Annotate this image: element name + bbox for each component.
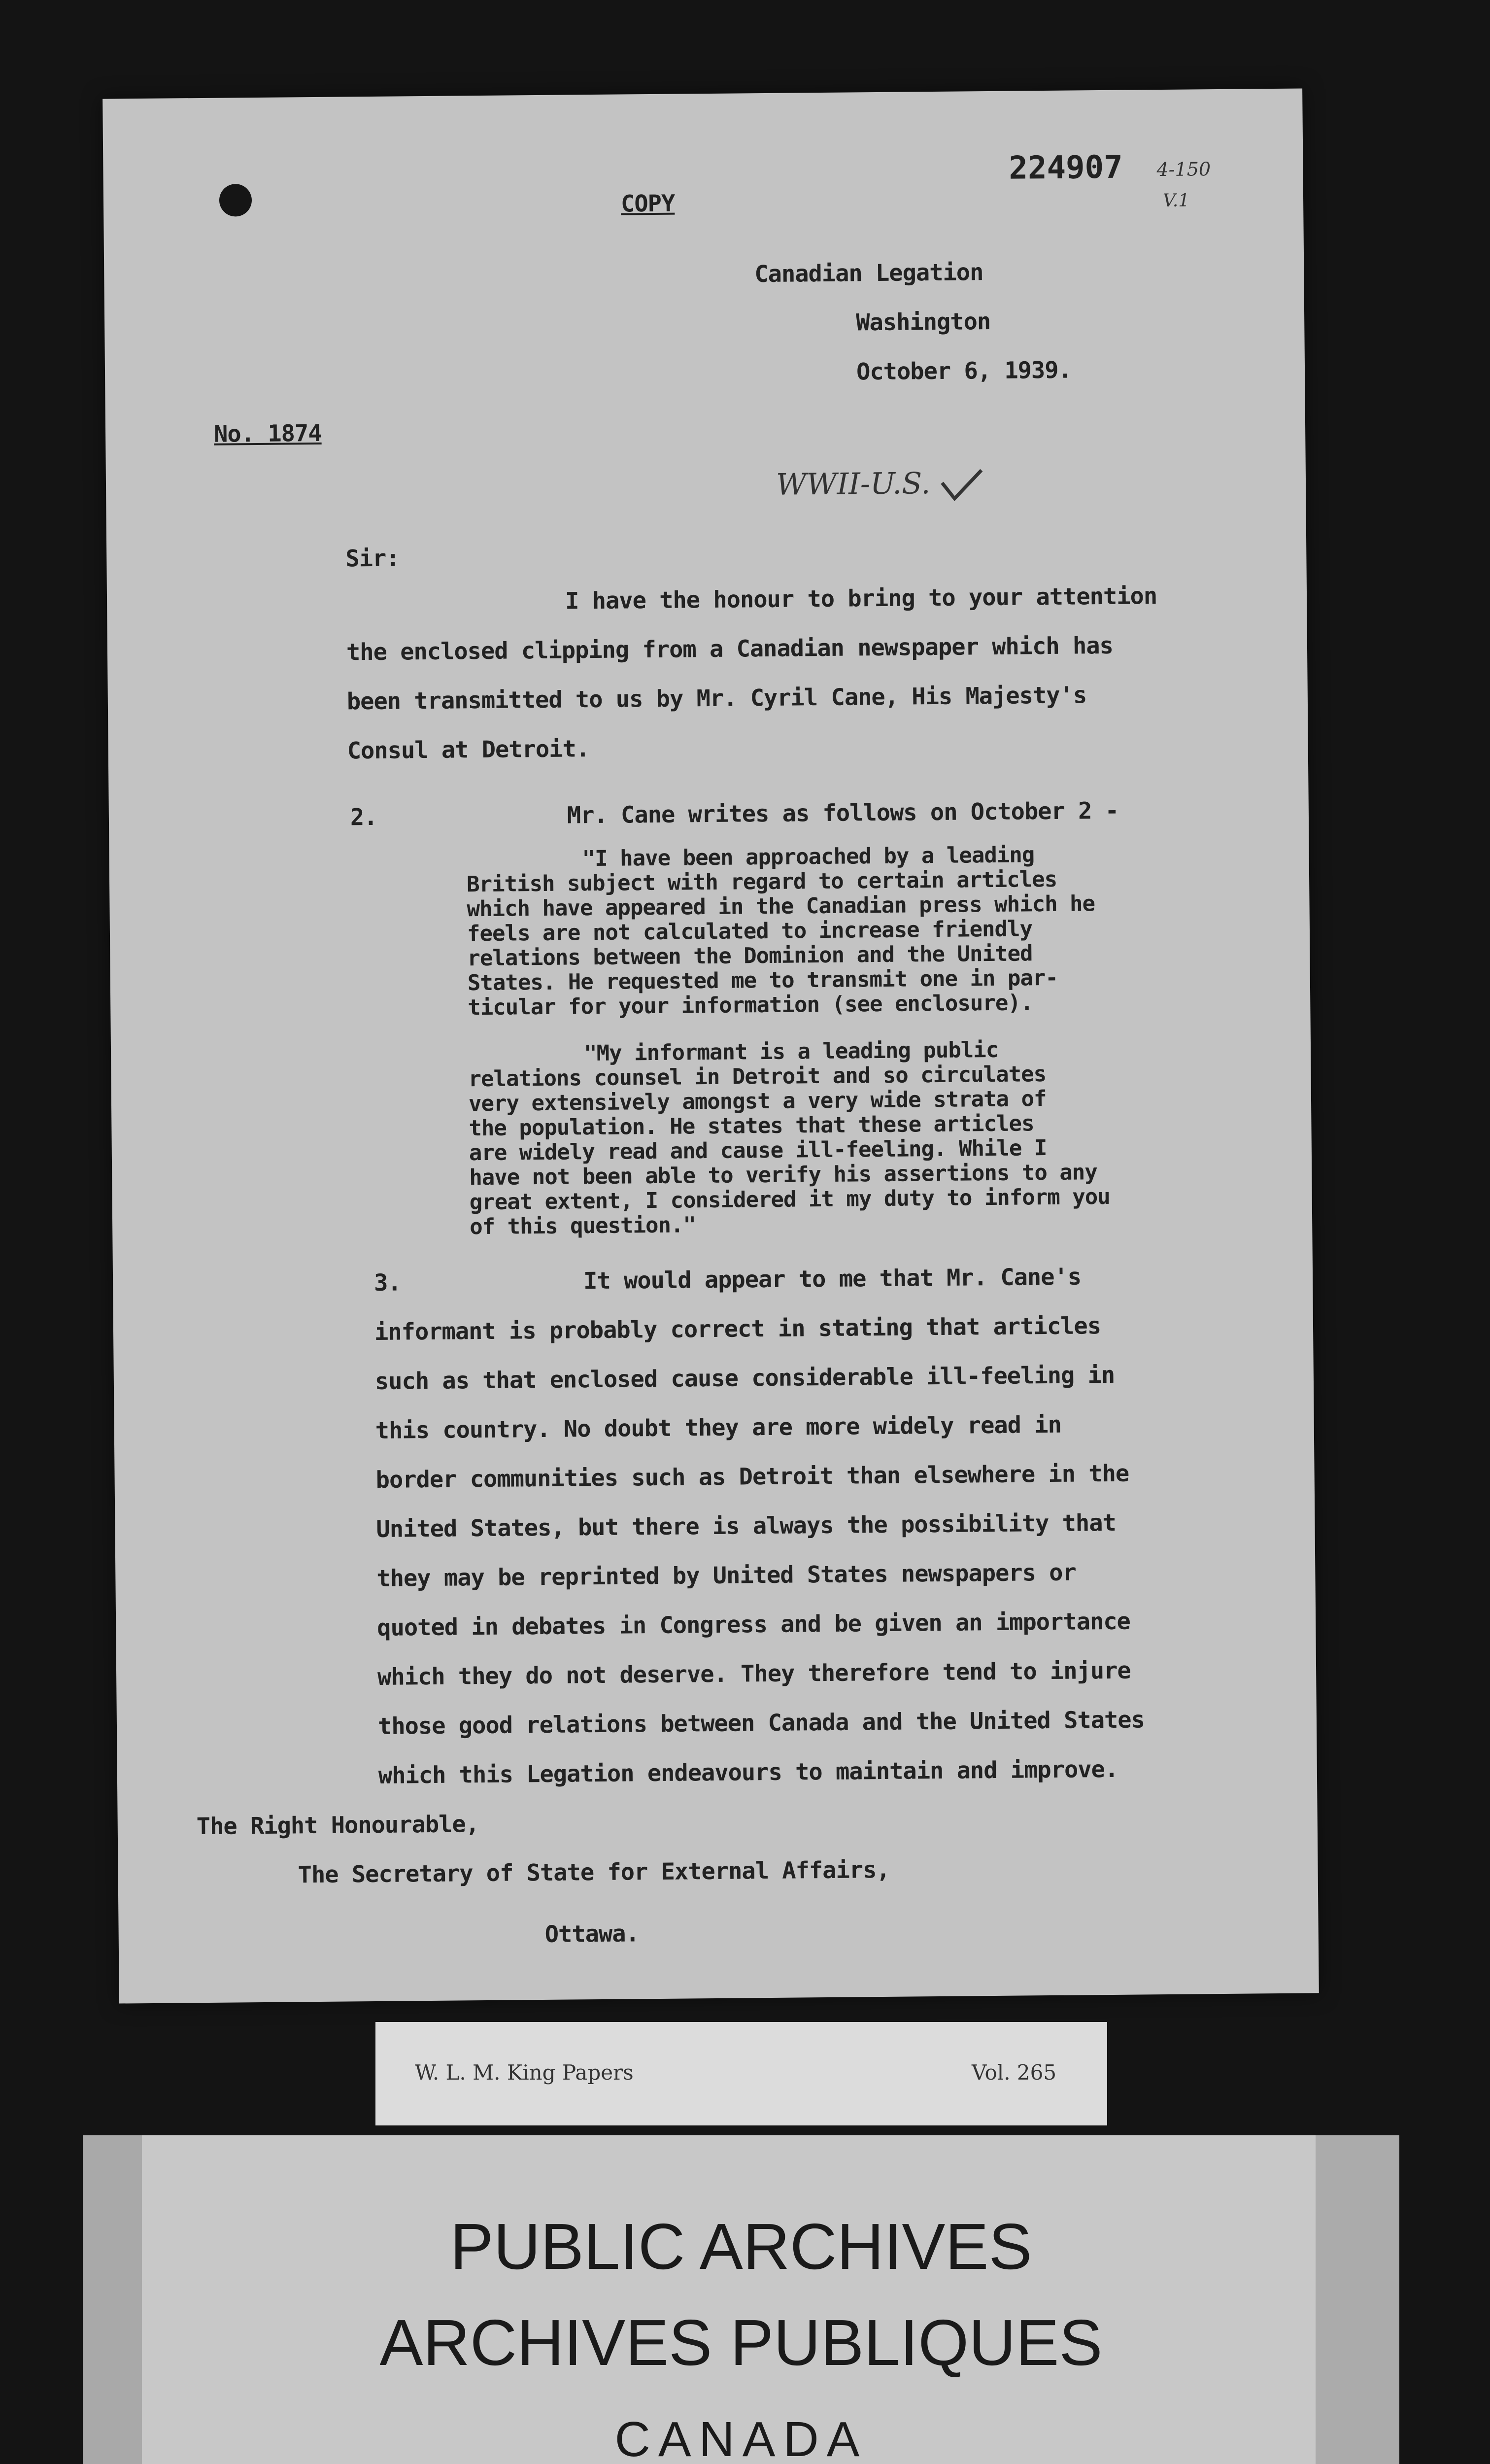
para1-line: the enclosed clipping from a Canadian newspaper which has xyxy=(346,632,1114,666)
addressee-line2: The Secretary of State for External Affairs, xyxy=(298,1856,890,1889)
letter-date: October 6, 1939. xyxy=(856,356,1072,386)
para3-line: United States, but there is always the possibility that xyxy=(376,1509,1117,1543)
quote-line: British subject with regard to certain articles xyxy=(466,866,1057,897)
banner-line2: ARCHIVES PUBLIQUES xyxy=(379,2306,1103,2379)
copy-label: COPY xyxy=(620,190,675,218)
para3-line: It would appear to me that Mr. Cane's xyxy=(583,1263,1082,1295)
quote-line: relations counsel in Detroit and so circulates xyxy=(468,1061,1047,1092)
quote-line: "My informant is a leading public xyxy=(583,1037,999,1066)
reference-number: No. 1874 xyxy=(213,419,322,448)
sender-line2: Washington xyxy=(855,308,991,337)
para1-line: Consul at Detroit. xyxy=(347,735,590,765)
document-number: 224907 xyxy=(1009,149,1123,187)
quote-line: relations between the Dominion and the United xyxy=(467,941,1033,971)
para3-line: those good relations between Canada and the United States xyxy=(377,1706,1145,1740)
quote-line: which have appeared in the Canadian press which he xyxy=(467,891,1095,922)
collection-volume: Vol. 265 xyxy=(972,2060,1057,2085)
para1-line: been transmitted to us by Mr. Cyril Cane, His Majesty's xyxy=(346,682,1087,716)
salutation: Sir: xyxy=(345,545,400,573)
sender-line1: Canadian Legation xyxy=(754,259,983,288)
banner-line3: CANADA xyxy=(614,2412,868,2464)
document-annotation-bottom: V.1 xyxy=(1162,190,1190,211)
quote-line: "I have been approached by a leading xyxy=(582,842,1035,872)
collection-label xyxy=(375,2022,1107,2125)
para3-line: informant is probably correct in stating that articles xyxy=(374,1312,1101,1346)
quote-line: States. He requested me to transmit one in par- xyxy=(467,965,1058,996)
quote-line: the population. He states that these articles xyxy=(469,1111,1034,1141)
para1-line: I have the honour to bring to your attention xyxy=(565,582,1157,615)
para2-intro: Mr. Cane writes as follows on October 2 - xyxy=(567,797,1119,829)
para2-number: 2. xyxy=(350,803,377,831)
para3-line: such as that enclosed cause considerable ill-feeling in xyxy=(374,1361,1115,1395)
quote-line: great extent, I considered it my duty to inform you xyxy=(469,1184,1110,1215)
punch-hole xyxy=(219,184,252,217)
para3-line: border communities such as Detroit than elsewhere in the xyxy=(375,1460,1129,1494)
letter-sheet xyxy=(102,88,1319,2003)
para3-line: which they do not deserve. They therefore tend to injure xyxy=(377,1657,1131,1691)
para3-line: this country. No doubt they are more widely read in xyxy=(375,1411,1062,1444)
quote-line: very extensively amongst a very wide strata of xyxy=(468,1086,1047,1117)
quote-line: feels are not calculated to increase friendly xyxy=(467,916,1033,947)
para3-number: 3. xyxy=(373,1269,402,1297)
archives-banner xyxy=(83,2135,1399,2464)
checkmark-icon xyxy=(940,468,984,503)
quote-line: of this question." xyxy=(469,1212,696,1240)
quote-line: are widely read and cause ill-feeling. While I xyxy=(469,1135,1047,1166)
collection-name: W. L. M. King Papers xyxy=(415,2060,634,2085)
para3-line: which this Legation endeavours to maintain and improve. xyxy=(378,1755,1118,1789)
document-annotation-top: 4-150 xyxy=(1156,158,1211,181)
handwritten-note: WWII-U.S. xyxy=(776,466,984,504)
addressee-line1: The Right Honourable, xyxy=(196,1811,479,1841)
quote-line: have not been able to verify his assertions to any xyxy=(469,1160,1098,1191)
banner-line1: PUBLIC ARCHIVES xyxy=(450,2210,1032,2283)
addressee-line3: Ottawa. xyxy=(544,1920,640,1949)
quote-line: ticular for your information (see enclosure). xyxy=(468,990,1033,1021)
para3-line: quoted in debates in Congress and be given an importance xyxy=(377,1608,1131,1642)
para3-line: they may be reprinted by United States newspapers or xyxy=(376,1559,1077,1592)
